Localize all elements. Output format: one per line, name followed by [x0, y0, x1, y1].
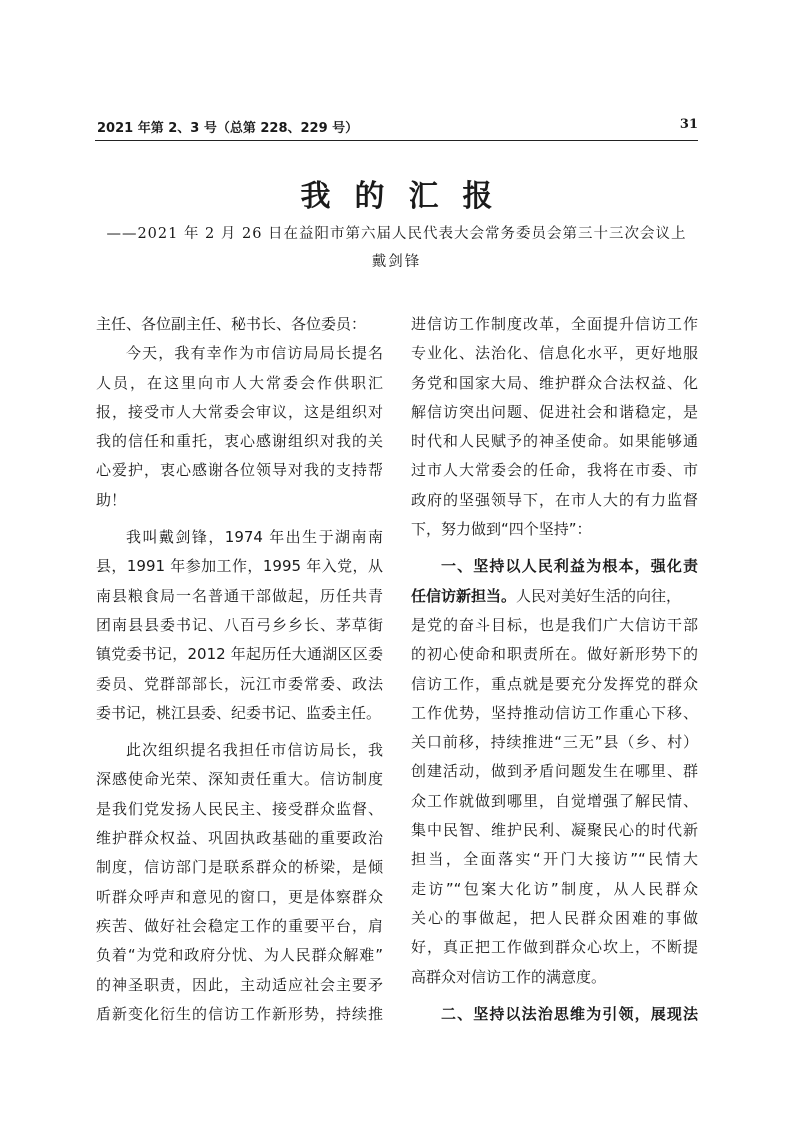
text-line: 走访”“包案大化访”制度，从人民群众	[411, 879, 698, 898]
article-title: 我的汇报	[300, 179, 517, 214]
text-line: 务党和国家大局、维护群众合法权益、化	[411, 373, 698, 392]
article-subtitle: ——2021 年 2 月 26 日在益阳市第六届人民代表大会常务委员会第三十三次会议上	[106, 226, 687, 242]
section-heading-2: 二、坚持以法治思维为引领，展现法	[441, 1004, 698, 1023]
text-line: 团南县县委书记、八百弓乡乡长、茅草街	[96, 615, 383, 634]
text-line: 人员，在这里向市人大常委会作供职汇	[96, 373, 383, 392]
text-line: 关心的事做起，把人民群众困难的事做	[411, 908, 698, 927]
text-line: 盾新变化衍生的信访工作新形势，持续推	[96, 1004, 383, 1023]
text-line: 政府的坚强领导下，在市人大的有力监督	[411, 490, 698, 509]
text-line: 集中民智、维护民利、凝聚民心的时代新	[411, 821, 698, 840]
section-heading-1-end: 任信访新担当。	[411, 586, 517, 605]
text-line: 专业化、法治化、信息化水平，更好地服	[411, 344, 698, 363]
text-line: 关口前移，持续推进“三无”县（乡、村）	[411, 733, 698, 752]
text-line: 维护群众权益、巩固执政基础的重要政治	[96, 829, 383, 848]
salutation: 主任、各位副主任、秘书长、各位委员：	[96, 315, 367, 333]
text-line: 疾苦、做好社会稳定工作的重要平台，肩	[96, 916, 383, 935]
text-line: 是我们党发扬人民民主、接受群众监督、	[96, 799, 383, 818]
text-line: 南县粮食局一名普通干部做起，历任共青	[96, 586, 383, 605]
left-column	[96, 310, 383, 1029]
text-line-tail: 人民对美好生活的向往，	[516, 586, 682, 605]
text-line: 是党的奋斗目标，也是我们广大信访干部	[411, 615, 698, 634]
text-line: 解信访突出问题、促进社会和谐稳定，是	[411, 402, 698, 421]
text-line: 县，1991 年参加工作，1995 年入党，从	[96, 557, 383, 576]
text-line: 工作优势，坚持推动信访工作重心下移、	[411, 703, 698, 722]
text-line: 创建活动，做到矛盾问题发生在哪里、群	[411, 762, 698, 781]
text-line: 好，真正把工作做到群众心坎上，不断提	[411, 938, 698, 957]
text-line	[411, 582, 698, 611]
text-line: 我的信任和重托，衷心感谢组织对我的关	[96, 432, 383, 451]
text-line: 下，努力做到“四个坚持”：	[411, 520, 592, 539]
text-line: 镇党委书记，2012 年起历任大通湖区区委	[96, 645, 383, 664]
text-line: 助！	[96, 490, 127, 509]
text-line: 的神圣职责，因此，主动适应社会主要矛	[96, 975, 383, 994]
text-line: 时代和人民赋予的神圣使命。如果能够通	[411, 432, 698, 451]
text-line: 过市人大常委会的任命，我将在市委、市	[411, 461, 698, 480]
issue-info: 2021 年第 2、3 号（总第 228、229 号）	[97, 121, 359, 136]
text-line: 的初心使命和职责所在。做好新形势下的	[411, 645, 698, 664]
text-line: 负着“为党和政府分忧、为人民群众解难”	[96, 946, 383, 965]
text-line: 深感使命光荣、深知责任重大。信访制度	[96, 770, 383, 789]
text-line: 听群众呼声和意见的窗口，更是体察群众	[96, 887, 383, 906]
text-line: 心爱护，衷心感谢各位领导对我的支持帮	[96, 461, 383, 480]
text-line: 此次组织提名我担任市信访局长，我	[126, 741, 383, 760]
right-column	[411, 310, 698, 1029]
text-line: 委员、党群部部长，沅江市委常委、政法	[96, 674, 383, 693]
text-line: 高群众对信访工作的满意度。	[411, 967, 607, 986]
text-line: 进信访工作制度改革，全面提升信访工作	[411, 315, 698, 333]
section-heading-1: 一、坚持以人民利益为根本，强化责	[441, 557, 698, 576]
text-line: 委书记，桃江县委、纪委书记、监委主任。	[96, 703, 382, 722]
article-author: 戴剑锋	[371, 254, 422, 270]
text-line: 我叫戴剑锋，1974 年出生于湖南南	[126, 528, 383, 547]
page-number: 31	[679, 117, 698, 132]
text-line: 制度，信访部门是联系群众的桥梁，是倾	[96, 858, 383, 877]
text-line: 担当，全面落实“开门大接访”“民情大	[411, 850, 698, 869]
text-line: 众工作就做到哪里，自觉增强了解民情、	[411, 791, 698, 810]
running-header	[95, 114, 698, 141]
text-line: 报，接受市人大常委会审议，这是组织对	[96, 402, 383, 421]
text-line: 今天，我有幸作为市信访局局长提名	[126, 344, 383, 363]
text-line: 信访工作，重点就是要充分发挥党的群众	[411, 674, 698, 693]
